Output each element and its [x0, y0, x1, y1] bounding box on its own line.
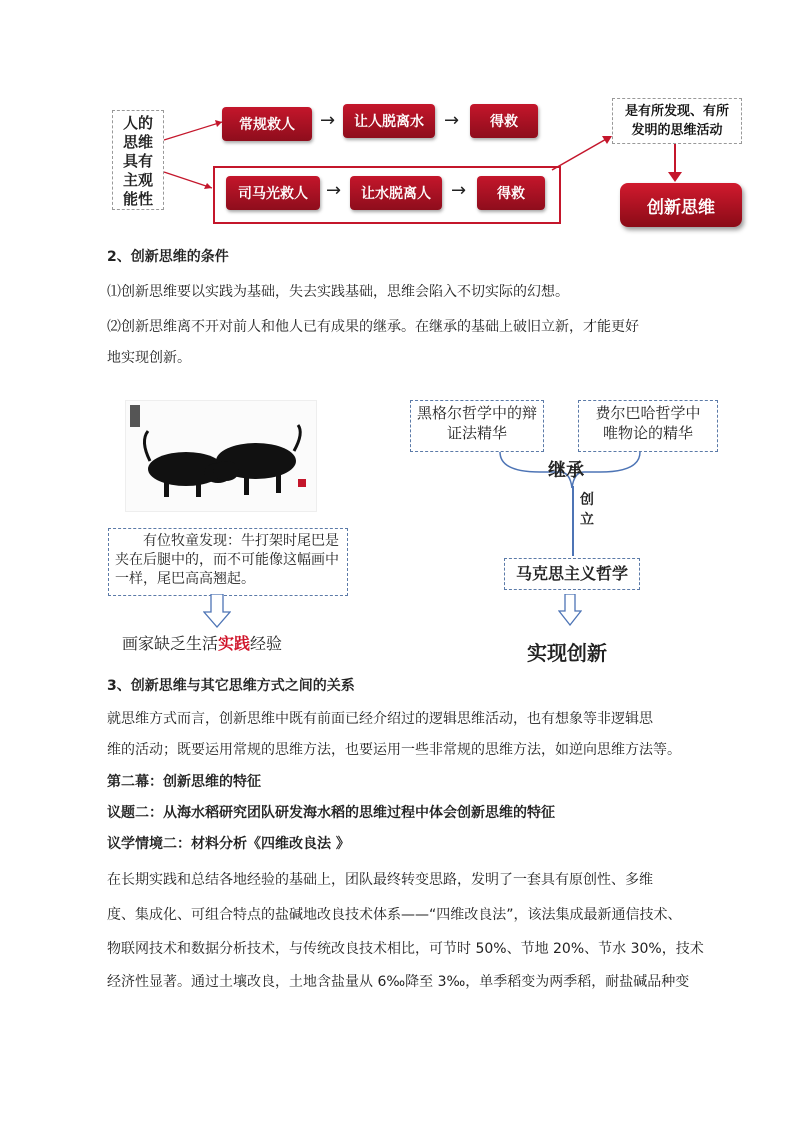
innovation-note-box: [612, 98, 742, 144]
innovation-result: 创新思维: [620, 183, 742, 227]
body-line4: 经济性显著。通过土壤改良，土地含盐量从 6‰降至 3‰，单季稻变为两季稻，耐盐碱品种变: [107, 974, 690, 990]
conclusion-after: 经验: [250, 634, 283, 653]
section3-line2: 维的活动；既要运用常规的思维方法，也要运用一些非常规的思维方法，如逆向思维方法等。: [107, 742, 681, 758]
subject-text: 人的思维具有主观能性: [122, 114, 153, 208]
hegel-box: [410, 400, 544, 452]
painting-conclusion: [122, 631, 282, 654]
feuerbach-text: 费尔巴哈哲学中唯物论的精华: [595, 404, 701, 442]
innovation-note: 是有所发现、有所发明的思维活动: [624, 104, 729, 138]
section2-heading: 2、创新思维的条件: [107, 249, 229, 265]
marx-box: [504, 558, 640, 590]
section3-line1: 就思维方式而言，创新思维中既有前面已经介绍过的逻辑思维活动，也有想象等非逻辑思: [107, 711, 653, 727]
row2-step3: 得救: [477, 176, 545, 210]
act2-heading: 第二幕：创新思维的特征: [107, 774, 261, 790]
inherit-label: 继承: [548, 460, 584, 481]
bull-painting-image: [126, 401, 316, 511]
section2-p2-line2: 地实现创新。: [107, 350, 191, 366]
section2-p2-line1: ⑵创新思维离不开对前人和他人已有成果的继承。在继承的基础上破旧立新，才能更好: [107, 319, 639, 335]
section2-p1: ⑴创新思维要以实践为基础，失去实践基础，思维会陷入不切实际的幻想。: [107, 284, 569, 300]
down-arrow-red: [665, 144, 685, 184]
conclusion-before: 画家缺乏生活: [122, 634, 219, 653]
marx-text: 马克思主义哲学: [515, 564, 628, 583]
row1-arrow1: →: [320, 110, 336, 131]
feuerbach-box: [578, 400, 718, 452]
row1-arrow2: →: [444, 110, 460, 131]
body-line1: 在长期实践和总结各地经验的基础上，团队最终转变思路，发明了一套具有原创性、多维: [107, 872, 653, 888]
vertical-line: [572, 486, 574, 556]
create-label: 创立: [580, 492, 594, 528]
topic2: [107, 803, 555, 823]
row2-step2: 让水脱离人: [350, 176, 442, 210]
painting-caption-box: [108, 528, 348, 596]
subject-box: [112, 110, 164, 210]
painting-caption: 有位牧童发现：牛打架时尾巴是夹在后腿中的，而不可能像这幅画中一样，尾巴高高翘起。: [115, 533, 339, 587]
topic2-text: 议题二：从海水稻研究团队研发海水稻的思维过程中体会创新思维的特征: [107, 805, 555, 821]
down-arrow-left: [203, 594, 231, 628]
down-arrow-right: [558, 594, 582, 626]
section3-heading: 3、创新思维与其它思维方式之间的关系: [107, 678, 355, 694]
hegel-text: 黑格尔哲学中的辩证法精华: [417, 404, 538, 442]
conclusion-highlight: 实践: [218, 634, 251, 653]
bull-painting: [125, 400, 317, 512]
marx-result: 实现创新: [527, 641, 607, 665]
row1-step2: 让人脱离水: [343, 104, 435, 138]
body-line2: 度、集成化、可组合特点的盐碱地改良技术体系——“四维改良法”，该法集成最新通信技术、: [107, 907, 682, 923]
situation2: 议学情境二：材料分析《四维改良法 》: [107, 836, 350, 852]
row1-step1: 常规救人: [222, 107, 312, 141]
body-line3: 物联网技术和数据分析技术，与传统改良技术相比，可节时 50%、节地 20%、节水 30%，技术: [107, 941, 704, 957]
row2-arrow1: →: [326, 180, 342, 201]
row1-step3: 得救: [470, 104, 538, 138]
row2-step1: 司马光救人: [226, 176, 320, 210]
row2-arrow2: →: [451, 180, 467, 201]
